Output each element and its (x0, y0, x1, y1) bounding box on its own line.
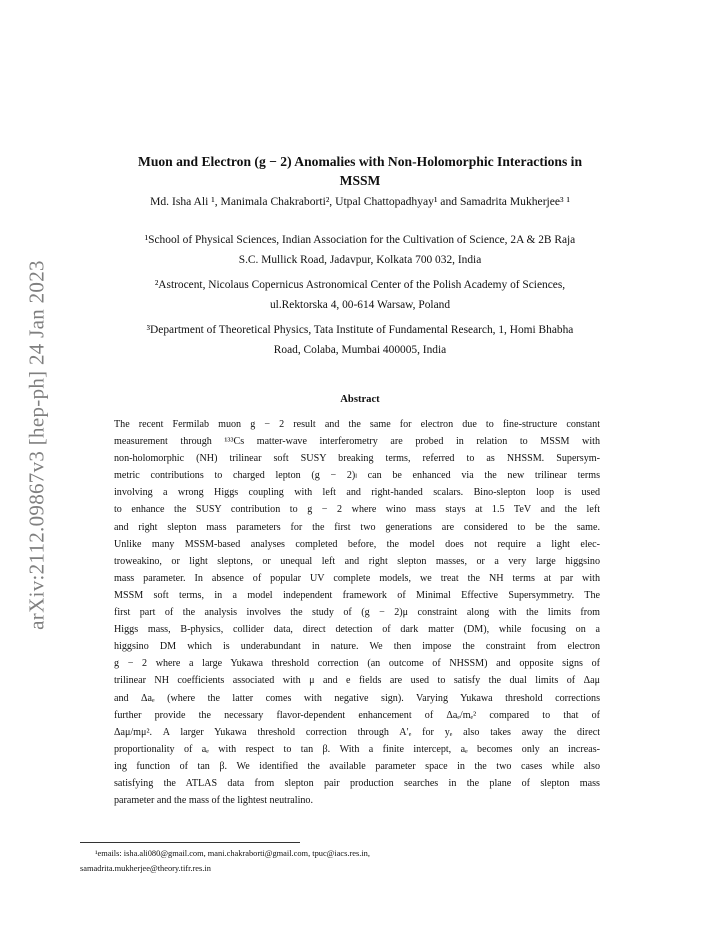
paper-title (80, 152, 640, 190)
abstract-line: mass parameter. In absence of popular UV complete models, we treat the NH terms at par with (114, 572, 600, 584)
abstract-line: and right slepton mass parameters for the first two generations are considered to be the same. (114, 521, 600, 533)
abstract-line: The recent Fermilab muon g − 2 result and the same for electron due to fine-structure constant (114, 419, 600, 430)
affiliation-3-line-2: Road, Colaba, Mumbai 400005, India (273, 344, 447, 356)
abstract-line: troweakino, or light sleptons, or unequal left and right slepton masses, or a very large higgsino (114, 555, 600, 567)
affiliation-1-line-1: ¹School of Physical Sciences, Indian Association for the Cultivation of Science, 2A & 2B Raja (144, 234, 576, 246)
title-line-1: Muon and Electron (g − 2) Anomalies with Non-Holomorphic Interactions in (137, 154, 583, 169)
footnote-line-1: ¹emails: isha.ali080@gmail.com, mani.chakraborti@gmail.com, tpuc@iacs.res.in, (95, 849, 370, 858)
affiliation-1-line-2: S.C. Mullick Road, Jadavpur, Kolkata 700 032, India (238, 254, 482, 266)
footnote-line-2: samadrita.mukherjee@theory.tifr.res.in (80, 864, 211, 873)
abstract-line: Δaμ/mμ². A larger Yukawa threshold correction through A′ₑ for yₑ also takes away the direct (114, 726, 600, 738)
title-line-2: MSSM (339, 173, 381, 188)
footnote (80, 846, 640, 876)
abstract-line: to enhance the SUSY contribution to g − 2 where wino mass stays at 1.5 TeV and the left (114, 504, 600, 516)
footnote-divider (80, 842, 300, 843)
author-list: Md. Isha Ali ¹, Manimala Chakraborti², Utpal Chattopadhyay¹ and Samadrita Mukherjee³ ¹ (150, 195, 570, 208)
affiliation-3-line-1: ³Department of Theoretical Physics, Tata Institute of Fundamental Research, 1, Homi Bhabha (146, 324, 574, 336)
abstract-line: first part of the analysis involves the study of (g − 2)μ constraint along with the limits from (114, 607, 600, 619)
abstract-line: parameter and the mass of the lightest neutralino. (114, 795, 314, 807)
abstract-line: Unlike many MSSM-based analyses completed before, the model does not require a light elec- (114, 538, 600, 550)
abstract-line: and Δaₑ (where the latter comes with negative sign). Varying Yukawa threshold corrections (114, 692, 600, 704)
abstract-body (114, 416, 600, 809)
abstract-line: higgsino DM which is underabundant in nature. We then impose the constraint from electron (114, 641, 600, 653)
abstract-line: proportionality of aₑ with respect to tan β. With a finite intercept, aₑ becomes only an increas- (114, 743, 600, 755)
abstract-line: involving a wrong Higgs coupling with left and right-handed scalars. Bino-slepton loop is used (114, 487, 600, 499)
arxiv-stamp (20, 250, 54, 640)
abstract-line: g − 2 where a large Yukawa threshold correction (an outcome of NHSSM) and opposite signs of (114, 658, 600, 670)
affiliation-2-line-1: ²Astrocent, Nicolaus Copernicus Astronomical Center of the Polish Academy of Sciences, (154, 279, 566, 291)
abstract-line: ing function of tan β. We identified the available parameter space in the two cases while also (114, 760, 600, 772)
abstract-line: metric contributions to charged lepton (g − 2)ₗ can be enhanced via the new trilinear terms (114, 470, 600, 482)
arxiv-identifier: arXiv:2112.09867v3 [hep-ph] 24 Jan 2023 (24, 260, 49, 630)
affiliation-2 (86, 275, 634, 315)
affiliation-3 (86, 320, 634, 360)
affiliation-1 (86, 230, 634, 270)
abstract-line: MSSM soft terms, in a model independent framework of Minimal Effective Supersymmetry. The (114, 589, 600, 601)
abstract-heading: Abstract (340, 394, 380, 405)
abstract-line: Higgs mass, B-physics, collider data, direct detection of dark matter (DM), while focusing on a (114, 624, 600, 636)
abstract-line: satisfying the ATLAS data from slepton pair production searches in the plane of slepton mass (114, 777, 600, 789)
abstract-line: further provide the necessary flavor-dependent enhancement of Δaₑ/mₑ² compared to that of (114, 709, 600, 721)
abstract-line: measurement through ¹³³Cs matter-wave interferometry are probed in relation to MSSM with (114, 436, 600, 448)
affiliation-2-line-2: ul.Rektorska 4, 00-614 Warsaw, Poland (269, 299, 451, 311)
abstract-line: trilinear NH coefficients associated with μ and e fields are used to satisfy the dual limits of Δaμ (114, 675, 600, 687)
abstract-line: non-holomorphic (NH) trilinear soft SUSY breaking terms, referred to as NHSSM. Supersym- (114, 453, 600, 465)
